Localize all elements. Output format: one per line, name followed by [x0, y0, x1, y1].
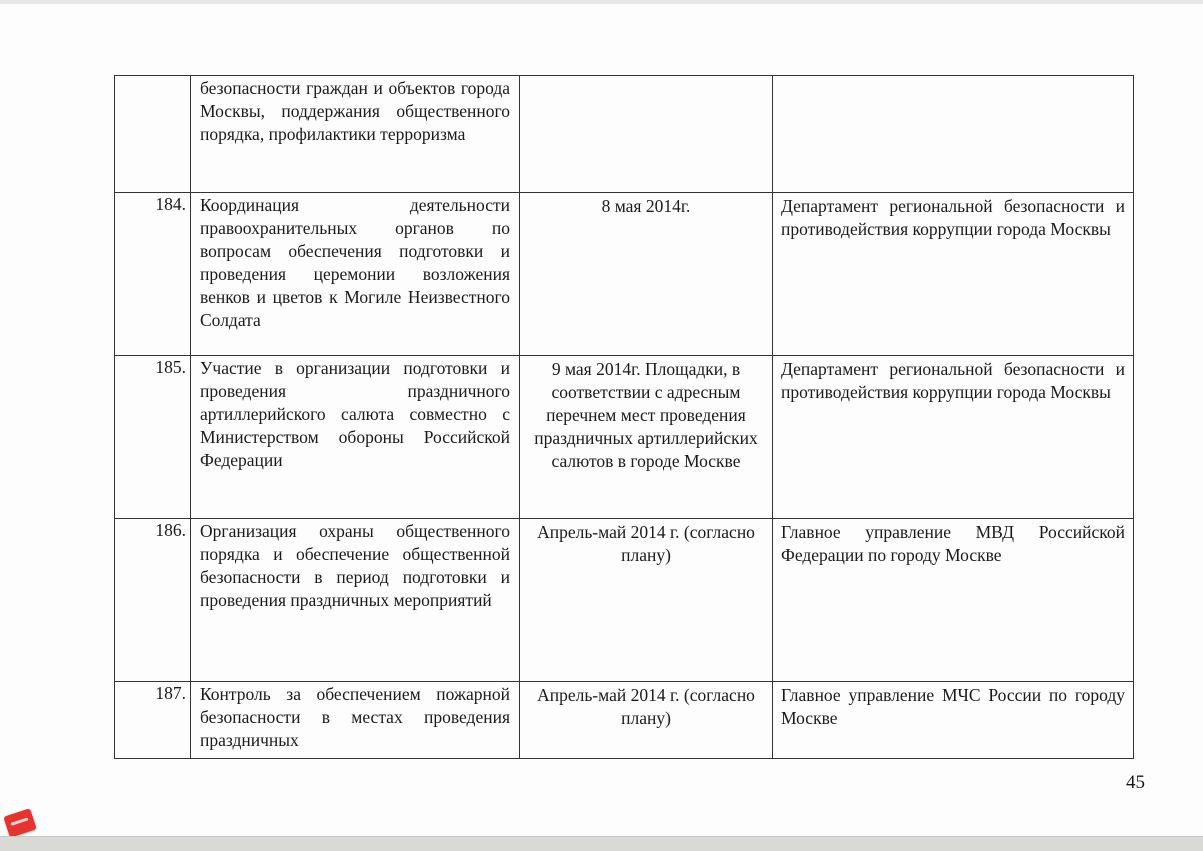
responsible-cell	[773, 682, 1134, 759]
responsible-body	[773, 76, 1133, 84]
table-row	[115, 356, 1134, 519]
stamp-logo-icon	[3, 808, 36, 838]
event-description: Участие в организации подготовки и проведения праздничного артиллерийского салюта совместно с Министерством обороны Российской Федерации	[200, 358, 510, 470]
page-bottom-edge	[0, 836, 1203, 851]
event-date-cell	[520, 519, 773, 682]
row-number-cell: 187.	[115, 682, 191, 759]
event-date: Апрель-май 2014 г. (согласно плану)	[537, 685, 755, 728]
event-date: 8 мая 2014г.	[601, 196, 691, 216]
table-row	[115, 76, 1134, 193]
responsible-cell	[773, 76, 1134, 193]
responsible-body: Департамент региональной безопасности и противодействия коррупции города Москвы	[781, 196, 1125, 239]
row-number-cell: 184.	[115, 193, 191, 356]
table-row	[115, 682, 1134, 759]
row-number-cell: 186.	[115, 519, 191, 682]
responsible-body: Департамент региональной безопасности и противодействия коррупции города Москвы	[781, 359, 1125, 402]
event-date-cell	[520, 193, 773, 356]
event-date: 9 мая 2014г. Площадки, в соответствии с адресным перечнем мест проведения праздничных артиллерийских салютов в городе Москве	[534, 359, 758, 471]
event-date-cell	[520, 682, 773, 759]
event-description-cell	[191, 682, 520, 759]
table-row	[115, 519, 1134, 682]
event-description: Координация деятельности правоохранительных органов по вопросам обеспечения подготовки и проведения церемонии возложения венков и цветов к Могиле Неизвестного Солдата	[200, 195, 510, 330]
event-date-cell	[520, 76, 773, 193]
page-number: 45	[1126, 772, 1145, 793]
event-description: Организация охраны общественного порядка и обеспечение общественной безопасности в период подготовки и проведения праздничных мероприятий	[200, 521, 510, 610]
row-number-cell: 185.	[115, 356, 191, 519]
event-date	[520, 76, 772, 84]
responsible-body: Главное управление МВД Российской Федерации по городу Москве	[781, 522, 1125, 565]
table-row	[115, 193, 1134, 356]
event-description-cell	[191, 519, 520, 682]
event-description: Контроль за обеспечением пожарной безопасности в местах проведения праздничных	[200, 684, 510, 750]
event-date-cell	[520, 356, 773, 519]
row-number-cell	[115, 76, 191, 193]
event-description-cell	[191, 76, 520, 193]
responsible-cell	[773, 193, 1134, 356]
responsible-cell	[773, 356, 1134, 519]
event-description-cell	[191, 193, 520, 356]
event-description-cell	[191, 356, 520, 519]
event-description: безопасности граждан и объектов города Москвы, поддержания общественного порядка, профилактики терроризма	[200, 78, 510, 144]
event-date: Апрель-май 2014 г. (согласно плану)	[537, 522, 755, 565]
responsible-body: Главное управление МЧС России по городу Москве	[781, 685, 1125, 728]
responsible-cell	[773, 519, 1134, 682]
page-top-edge	[0, 0, 1203, 4]
events-table	[114, 75, 1134, 759]
